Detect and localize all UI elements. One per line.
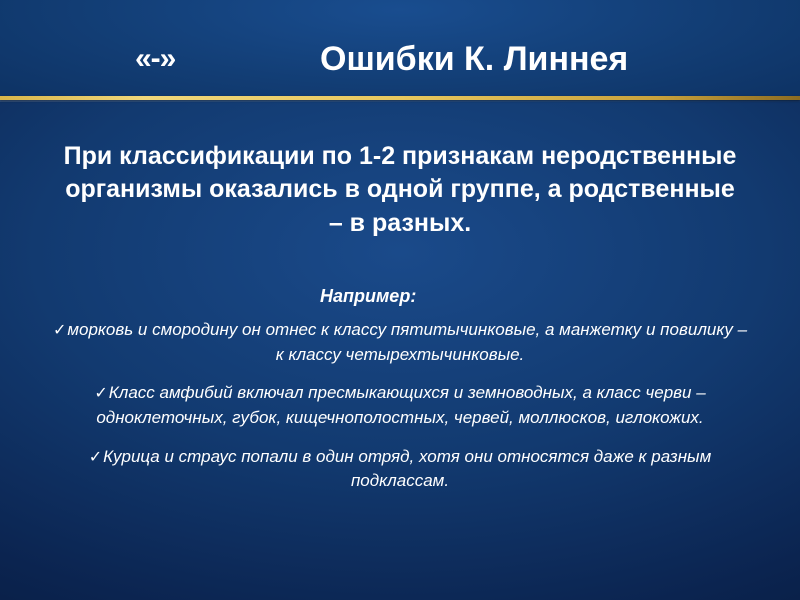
example-label: Например: [320,286,417,306]
header-secondary-divider [0,100,800,102]
list-item [45,318,755,367]
list-item [45,445,755,494]
lead-paragraph: При классификации по 1-2 признакам неродственные организмы оказались в одной группе, а родственные – в разных. [63,142,737,237]
list-item-text: Курица и страус попали в один отряд, хотя они относятся даже к разным подклассам. [103,446,712,491]
list-item [45,381,755,430]
check-icon: ✓ [52,322,67,339]
title-quote-mark: «-» [135,42,176,75]
list-item-text: Класс амфибий включал пресмыкающихся и земноводных, а класс черви – одноклеточных, губок, кищечнополостных, червей, моллюсков, иглокожих. [96,383,706,427]
bullet-list [45,318,755,508]
page-title: Ошибки К. Линнея [320,40,629,78]
list-item-text: морковь и смородину он отнес к классу пятитычинковые, а манжетку и повилику – к классу четырехтычинковые. [67,320,748,364]
check-icon: ✓ [88,448,103,466]
check-icon: ✓ [94,385,108,403]
